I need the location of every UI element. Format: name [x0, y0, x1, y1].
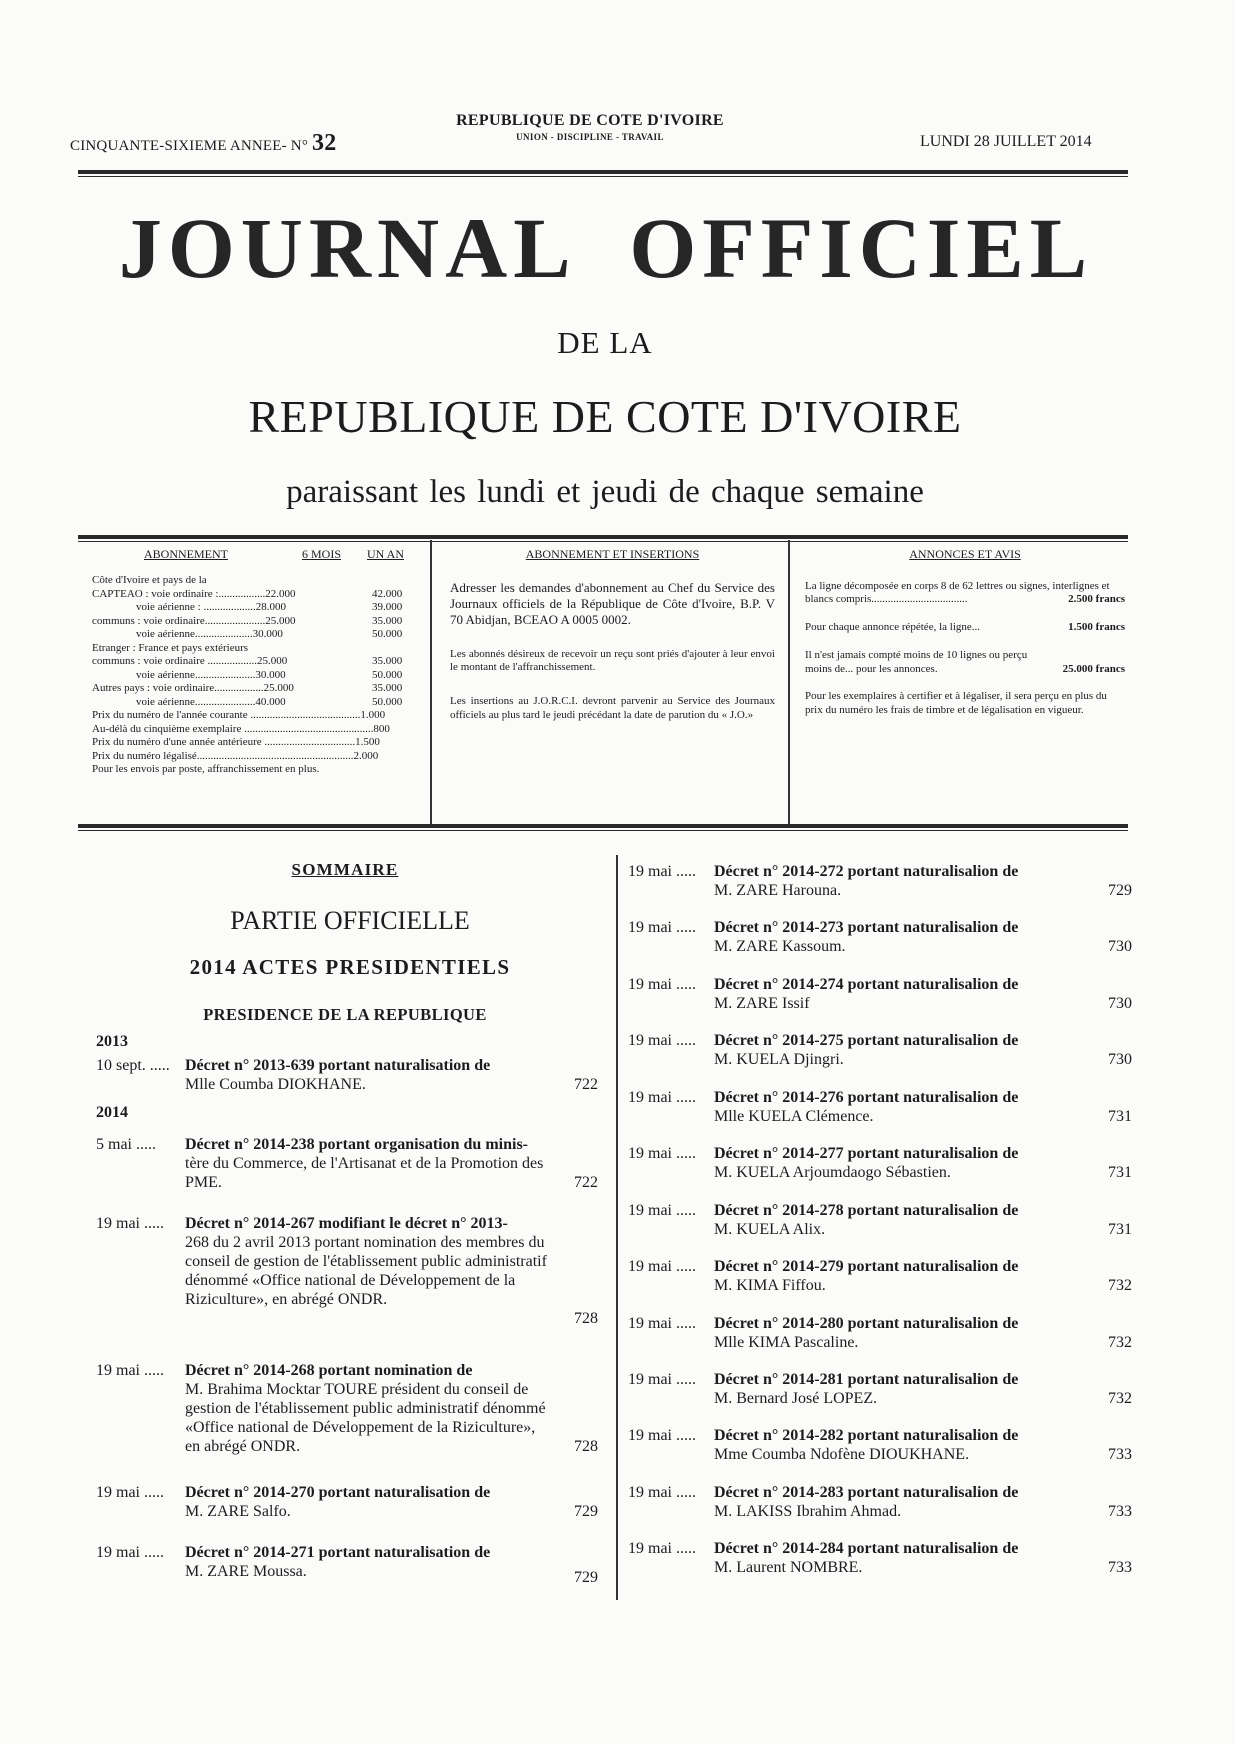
issue-number: [70, 130, 336, 157]
entry-subject: M. KUELA Djingri.: [714, 1051, 844, 1068]
entry-date: 19 mai .....: [628, 1315, 696, 1332]
abonnement-row-label: CAPTEAO : voie ordinaire :.................22.000: [92, 587, 296, 600]
entry-date: 19 mai .....: [628, 1089, 696, 1106]
sommaire-column-divider: [616, 855, 618, 1600]
entry-decree: Décret n° 2014-282 portant naturalisalion de: [714, 1427, 1019, 1444]
abonnement-row-year-price: 35.000: [372, 614, 403, 627]
entry-page: 729: [574, 1503, 598, 1520]
entry-subject: M. ZARE Kassoum.: [714, 938, 846, 955]
presidence-heading: PRESIDENCE DE LA REPUBLIQUE: [203, 1005, 487, 1024]
entry-text: [714, 1426, 1094, 1464]
entry-decree: Décret n° 2014-273 portant naturalisalion de: [714, 919, 1019, 936]
entry-date: 19 mai .....: [628, 1032, 696, 1049]
entry-subject: Mlle KIMA Pascaline.: [714, 1334, 859, 1351]
entry-decree: Décret n° 2014-281 portant naturalisalion de: [714, 1371, 1019, 1388]
entry-page: 722: [574, 1076, 598, 1093]
abonnement-row-label: communs : voie ordinaire ..................25.000: [92, 655, 288, 667]
entry-text: [185, 1543, 550, 1581]
entry-subject: Mme Coumba Ndofène DIOUKHANE.: [714, 1446, 970, 1463]
entry-text: [714, 918, 1094, 956]
entry-decree: Décret n° 2014-238 portant organisation du minis-: [185, 1136, 528, 1153]
abonnement-row-label: voie aérienne.....................30.000: [92, 628, 283, 640]
abonnement-row-label: Prix du numéro de l'année courante ........................................1.000: [92, 709, 386, 721]
issue-prefix: CINQUANTE-SIXIEME ANNEE- N°: [70, 138, 309, 154]
entry-text: [714, 1144, 1094, 1182]
entry-subject: M. ZARE Harouna.: [714, 882, 842, 899]
entry-page: 729: [574, 1569, 598, 1586]
entry-page: 732: [1108, 1277, 1132, 1294]
abonnement-row: [92, 601, 422, 615]
entry-text: [185, 1135, 550, 1192]
entry-subject: 268 du 2 avril 2013 portant nomination des membres du conseil de gestion de l'établissement public administratif dénommé «Office national de Développement de la Riziculture», en abrégé ONDR.: [185, 1234, 547, 1308]
entry-page: 731: [1108, 1221, 1132, 1238]
entry-page: 732: [1108, 1334, 1132, 1351]
box-divider-2: [788, 540, 790, 824]
entry-decree: Décret n° 2014-268 portant nomination de: [185, 1362, 473, 1379]
abonnement-row: [92, 750, 422, 764]
entry-page: 730: [1108, 1051, 1132, 1068]
abonnement-row-label: voie aérienne......................40.000: [92, 695, 286, 708]
abonnement-row-year-price: 35.000: [372, 655, 403, 667]
entry-subject: Mlle Coumba DIOKHANE.: [185, 1076, 366, 1093]
entry-page: 733: [1108, 1503, 1132, 1520]
abonnement-row: [92, 763, 422, 777]
annonces-repeat-price: [805, 621, 1125, 635]
entry-date: 19 mai .....: [96, 1362, 164, 1379]
entry-text: [714, 1031, 1094, 1069]
abonnement-row: [92, 709, 422, 723]
masthead-title: JOURNAL OFFICIEL: [118, 200, 1094, 296]
abonnement-row-label: Pour les envois par poste, affranchissement en plus.: [92, 763, 320, 775]
header-motto: UNION - DISCIPLINE - TRAVAIL: [516, 132, 664, 142]
entry-date: 19 mai .....: [96, 1215, 164, 1232]
entry-decree: Décret n° 2014-271 portant naturalisation de: [185, 1544, 491, 1561]
insertions-box: [450, 548, 775, 823]
annonces-box: [805, 548, 1125, 823]
entry-subject: M. Bernard José LOPEZ.: [714, 1390, 878, 1407]
abonnement-row: [92, 642, 422, 656]
actes-presidentiels: 2014 ACTES PRESIDENTIELS: [189, 955, 511, 979]
entry-decree: Décret n° 2014-274 portant naturalisalion de: [714, 976, 1019, 993]
entry-date: 19 mai .....: [628, 1258, 696, 1275]
header-rule: [78, 170, 1128, 174]
entry-subject: M. ZARE Moussa.: [185, 1563, 307, 1580]
abonnement-col-un-an: UN AN: [367, 547, 405, 561]
entry-decree: Décret n° 2014-270 portant naturalisation de: [185, 1484, 491, 1501]
annonces-line-price: [805, 580, 1125, 607]
entry-date: 19 mai .....: [628, 1540, 696, 1557]
entry-page: 728: [574, 1438, 598, 1455]
entry-subject: M. LAKISS Ibrahim Ahmad.: [714, 1503, 902, 1520]
abonnement-row: [92, 588, 422, 602]
entry-decree: Décret n° 2014-283 portant naturalisalion de: [714, 1484, 1019, 1501]
entry-date: 10 sept. .....: [96, 1057, 170, 1074]
year-2014: 2014: [96, 1104, 128, 1121]
entry-page: 730: [1108, 938, 1132, 955]
abonnement-row-label: Côte d'Ivoire et pays de la: [92, 574, 207, 586]
masthead-republic: REPUBLIQUE DE COTE D'IVOIRE: [248, 391, 962, 442]
masthead-de-la: DE LA: [557, 325, 653, 360]
issue-number-value: 32: [312, 130, 337, 156]
entry-decree: Décret n° 2014-277 portant naturalisalion de: [714, 1145, 1019, 1162]
entry-text: [714, 862, 1094, 900]
year-2013: 2013: [96, 1033, 128, 1050]
entry-subject: M. ZARE Issif: [714, 995, 810, 1012]
entry-page: 728: [574, 1310, 598, 1327]
insertions-deadline-note: Les insertions au J.O.R.C.I. devront parvenir au Service des Journaux officiels au plus tard le jeudi précédant la date de parution du « J.O.»: [450, 695, 775, 721]
annonces-heading: ANNONCES ET AVIS: [909, 547, 1021, 561]
abonnement-row-label: Prix du numéro légalisé.........................................................2.000: [92, 749, 379, 762]
abonnement-row-label: Autres pays : voie ordinaire..................25.000: [92, 682, 294, 694]
box-top-rule: [78, 535, 1128, 539]
abonnement-row-label: voie aérienne......................30.000: [92, 668, 286, 681]
entry-subject: M. Brahima Mocktar TOURE président du conseil de gestion de l'établissement public administratif dénommé «Office national de Développement de la Riziculture», en abrégé ONDR.: [185, 1381, 546, 1455]
entry-text: [714, 1483, 1094, 1521]
entry-date: 19 mai .....: [628, 1427, 696, 1444]
entry-text: [185, 1483, 550, 1521]
abonnement-row-label: Etranger : France et pays extérieurs: [92, 641, 249, 654]
abonnement-row-label: communs : voie ordinaire......................25.000: [92, 614, 296, 627]
entry-text: [714, 1257, 1094, 1295]
entry-date: 19 mai .....: [628, 919, 696, 936]
sommaire-title-text: SOMMAIRE: [291, 860, 399, 879]
abonnement-row-year-price: 39.000: [372, 601, 403, 613]
entry-date: 5 mai .....: [96, 1136, 156, 1153]
abonnement-col-6mois: 6 MOIS: [302, 547, 342, 561]
issue-date: LUNDI 28 JUILLET 2014: [920, 133, 1092, 150]
box-top-rule-thin: [78, 541, 1128, 542]
entry-decree: Décret n° 2014-284 portant naturalisalion de: [714, 1540, 1019, 1557]
entry-page: 730: [1108, 995, 1132, 1012]
annonces-repeat-amount: 1.500 francs: [1068, 621, 1125, 634]
header-center: [420, 112, 760, 142]
entry-text: [714, 1201, 1094, 1239]
entry-text: [714, 975, 1094, 1013]
entry-date: 19 mai .....: [628, 1202, 696, 1219]
abonnement-row-label: Au-délà du cinquième exemplaire ...............................................800: [92, 722, 390, 735]
entry-text: [185, 1361, 550, 1456]
box-divider-1: [430, 540, 432, 824]
entry-page: 731: [1108, 1108, 1132, 1125]
insertions-address: Adresser les demandes d'abonnement au Chef du Service des Journaux officiels de la République de Côte d'Ivoire, B.P. V 70 Abidjan, BCEAO A 0005 0002.: [450, 579, 775, 627]
abonnement-row: [92, 696, 422, 710]
entry-date: 19 mai .....: [628, 1371, 696, 1388]
abonnement-row-year-price: 35.000: [372, 682, 403, 694]
abonnement-row: [92, 723, 422, 737]
entry-text: [185, 1056, 550, 1094]
entry-decree: Décret n° 2014-272 portant naturalisalion de: [714, 863, 1019, 880]
box-bottom-rule: [78, 824, 1128, 828]
entry-subject: M. KUELA Arjoumdaogo Sébastien.: [714, 1164, 951, 1181]
insertions-heading: ABONNEMENT ET INSERTIONS: [525, 547, 700, 561]
abonnement-row: [92, 615, 422, 629]
abonnement-heading: ABONNEMENT: [144, 547, 228, 561]
entry-page: 731: [1108, 1164, 1132, 1181]
entry-subject: Mlle KUELA Clémence.: [714, 1108, 874, 1125]
abonnement-box: [92, 548, 422, 823]
entry-date: 19 mai .....: [96, 1484, 164, 1501]
annonces-line-amount: 2.500 francs: [1068, 593, 1125, 606]
abonnement-row: [92, 655, 422, 669]
abonnement-header: [92, 548, 422, 574]
entry-date: 19 mai .....: [628, 863, 696, 880]
entry-subject: M. KUELA Alix.: [714, 1221, 826, 1238]
annonces-line-text: La ligne décomposée en corps 8 de 62 lettres ou signes, interlignes et blancs compris...................................: [805, 579, 1110, 606]
entry-text: [714, 1088, 1094, 1126]
insertions-receipt-note: Les abonnés désireux de recevoir un reçu sont priés d'ajouter à leur envoi le montant de l'affranchissement.: [450, 647, 775, 674]
abonnement-row: [92, 574, 422, 588]
entry-decree: Décret n° 2014-275 portant naturalisalion de: [714, 1032, 1019, 1049]
entry-page: 732: [1108, 1390, 1132, 1407]
entry-text: [185, 1214, 550, 1309]
abonnement-row-label: voie aérienne : ...................28.000: [92, 601, 286, 613]
annonces-repeat-text: Pour chaque annonce répétée, la ligne...: [805, 621, 981, 634]
annonces-minimum-amount: 25.000 francs: [1062, 662, 1125, 675]
annonces-minimum: [805, 649, 1125, 676]
entry-decree: Décret n° 2014-267 modifiant le décret n° 2013-: [185, 1215, 508, 1232]
entry-date: 19 mai .....: [96, 1544, 164, 1561]
entry-subject: M. KIMA Fiffou.: [714, 1277, 826, 1294]
entry-page: 733: [1108, 1559, 1132, 1576]
annonces-legalisation: Pour les exemplaires à certifier et à légaliser, il sera perçu en plus du prix du numéro les frais de timbre et de légalisation en vigueur.: [805, 690, 1107, 716]
abonnement-row-year-price: 50.000: [372, 628, 403, 640]
entry-subject: M. Laurent NOMBRE.: [714, 1559, 863, 1576]
entry-text: [714, 1370, 1094, 1408]
sommaire-title: [260, 860, 430, 880]
abonnement-row-year-price: 42.000: [372, 587, 403, 600]
abonnement-row-year-price: 50.000: [372, 695, 403, 708]
entry-text: [714, 1539, 1094, 1577]
entry-subject: tère du Commerce, de l'Artisanat et de la Promotion des PME.: [185, 1155, 544, 1191]
abonnement-row-year-price: 50.000: [372, 668, 403, 681]
publication-frequency: paraissant les lundi et jeudi de chaque semaine: [286, 474, 924, 510]
header-rule-thin: [78, 176, 1128, 177]
entry-date: 19 mai .....: [628, 1145, 696, 1162]
partie-officielle: PARTIE OFFICIELLE: [230, 906, 470, 935]
header-republic: REPUBLIQUE DE COTE D'IVOIRE: [456, 112, 724, 129]
entry-decree: Décret n° 2014-280 portant naturalisalion de: [714, 1315, 1019, 1332]
annonces-minimum-text: Il n'est jamais compté moins de 10 lignes ou perçu moins de... pour les annonces.: [805, 648, 1028, 675]
entry-subject: M. ZARE Salfo.: [185, 1503, 291, 1520]
entry-decree: Décret n° 2014-279 portant naturalisalion de: [714, 1258, 1019, 1275]
box-bottom-rule-thin: [78, 830, 1128, 831]
entry-decree: Décret n° 2014-278 portant naturalisalion de: [714, 1202, 1019, 1219]
abonnement-row: [92, 682, 422, 696]
entry-text: [714, 1314, 1094, 1352]
entry-page: 729: [1108, 882, 1132, 899]
entry-page: 733: [1108, 1446, 1132, 1463]
abonnement-rows: [92, 574, 422, 777]
abonnement-row: [92, 736, 422, 750]
entry-date: 19 mai .....: [628, 1484, 696, 1501]
abonnement-row: [92, 669, 422, 683]
entry-page: 722: [574, 1174, 598, 1191]
abonnement-row-label: Prix du numéro d'une année antérieure .................................1.500: [92, 736, 380, 748]
entry-decree: Décret n° 2014-276 portant naturalisalion de: [714, 1089, 1019, 1106]
entry-date: 19 mai .....: [628, 976, 696, 993]
entry-decree: Décret n° 2013-639 portant naturalisation de: [185, 1057, 491, 1074]
abonnement-row: [92, 628, 422, 642]
